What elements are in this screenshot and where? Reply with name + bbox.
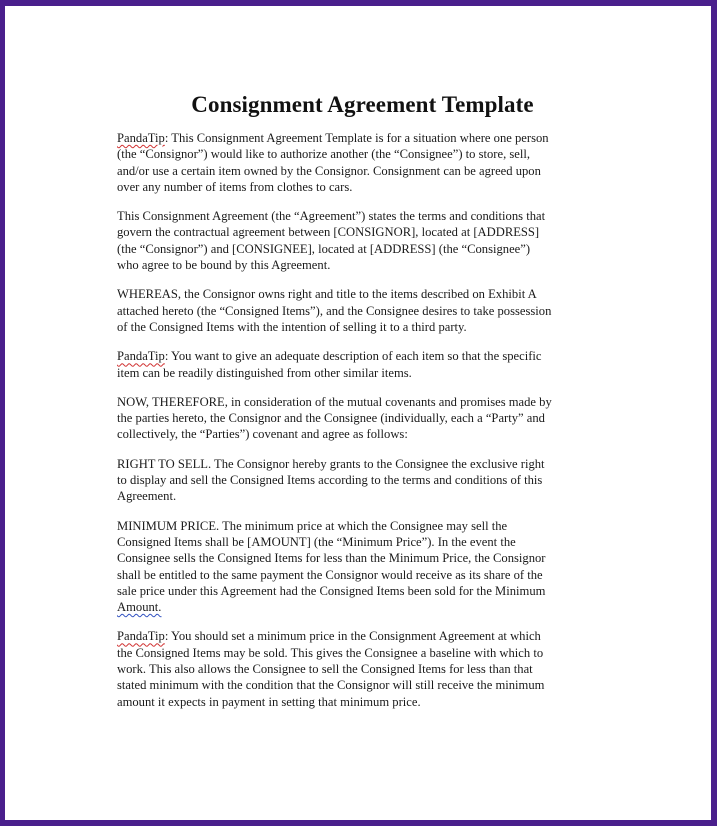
paragraph-right-to-sell xyxy=(117,456,607,505)
paragraph-agreement-parties xyxy=(117,208,607,273)
pandatip-label: PandaTip xyxy=(117,629,165,644)
document-page xyxy=(5,6,711,820)
pandatip-label: PandaTip xyxy=(117,349,165,364)
paragraph-description-tip: PandaTip: You want to give an adequate description of each item so that the specific item can be readily distinguished from other similar items. xyxy=(117,348,607,381)
paragraph-minimum-price-tip: PandaTip: You should set a minimum price in the Consignment Agreement at which the Consigned Items may be sold. This gives the Consignee a baseline with which to work. This also allows the Consignee to sell the Consigned Items for less than that stated minimum with the condition that the Consignor will still receive the minimum amount it expects in payment in setting that minimum price. xyxy=(117,628,607,709)
text-line: WHEREAS, the Consignor owns right and title to the items described on Exhibit A xyxy=(117,287,537,302)
text-line: attached hereto (the “Consigned Items”), and the Consignee desires to take possession xyxy=(117,303,552,318)
text-line: shall be entitled to the same payment the Consignor would receive as its share of the xyxy=(117,567,543,582)
amount-word: Amount. xyxy=(117,600,162,615)
text-line: to display and sell the Consigned Items according to the terms and conditions of this xyxy=(117,473,543,488)
text-line: Agreement. xyxy=(117,489,177,504)
text-line: (the “Consignor”) and [CONSIGNEE], located at [ADDRESS] (the “Consignee”) xyxy=(117,241,531,256)
text-line: collectively, the “Parties”) covenant and agree as follows: xyxy=(117,427,408,442)
text-line: the parties hereto, the Consignor and the Consignee (individually, each a “Party” and xyxy=(117,411,545,426)
text-line: govern the contractual agreement between [CONSIGNOR], located at [ADDRESS] xyxy=(117,225,540,240)
paragraph-intro-tip: PandaTip: This Consignment Agreement Template is for a situation where one person (the “Consignor”) would like to authorize another (the “Consignee”) to store, sell, and/or use a certain item owned by the Consignor. Consignment can be agreed upon over any number of items from clothes to cars. xyxy=(117,130,607,195)
text-line: sale price under this Agreement had the Consigned Items been sold for the Minimum xyxy=(117,583,546,598)
text-line: and/or use a certain item owned by the Consignor. Consignment can be agreed upon xyxy=(117,163,541,178)
document-title: Consignment Agreement Template xyxy=(191,92,534,117)
text-line: Consigned Items shall be [AMOUNT] (the “Minimum Price”). In the event the xyxy=(117,534,516,549)
text-line: stated minimum with the condition that the Consignor will still receive the minimum xyxy=(117,678,545,693)
pandatip-label: PandaTip xyxy=(117,131,165,145)
text-line: MINIMUM PRICE. The minimum price at which the Consignee may sell the xyxy=(117,518,508,533)
paragraph-now-therefore xyxy=(117,394,607,443)
text-line: who agree to be bound by this Agreement. xyxy=(117,258,331,273)
text-line: over any number of items from clothes to cars. xyxy=(117,179,353,194)
text-line: work. This also allows the Consignee to sell the Consigned Items for less than that xyxy=(117,662,533,677)
text-line: NOW, THEREFORE, in consideration of the mutual covenants and promises made by xyxy=(117,394,552,409)
text-line: (the “Consignor”) would like to authorize another (the “Consignee”) to store, sell, xyxy=(117,147,531,162)
text-line: amount it expects in payment in setting that minimum price. xyxy=(117,694,421,709)
text-line: Consignee sells the Consigned Items for less than the Minimum Price, the Consignor xyxy=(117,551,546,566)
text-line: item can be readily distinguished from other similar items. xyxy=(117,365,412,380)
paragraph-whereas xyxy=(117,286,607,335)
paragraph-minimum-price xyxy=(117,518,607,616)
text-line: This Consignment Agreement (the “Agreement”) states the terms and conditions that xyxy=(117,209,546,224)
text-line: RIGHT TO SELL. The Consignor hereby grants to the Consignee the exclusive right xyxy=(117,456,545,471)
text-line: of the Consigned Items with the intention of selling it to a third party. xyxy=(117,319,467,334)
document-body xyxy=(117,130,607,723)
text-line: the Consigned Items may be sold. This gives the Consignee a baseline with which to xyxy=(117,645,544,660)
